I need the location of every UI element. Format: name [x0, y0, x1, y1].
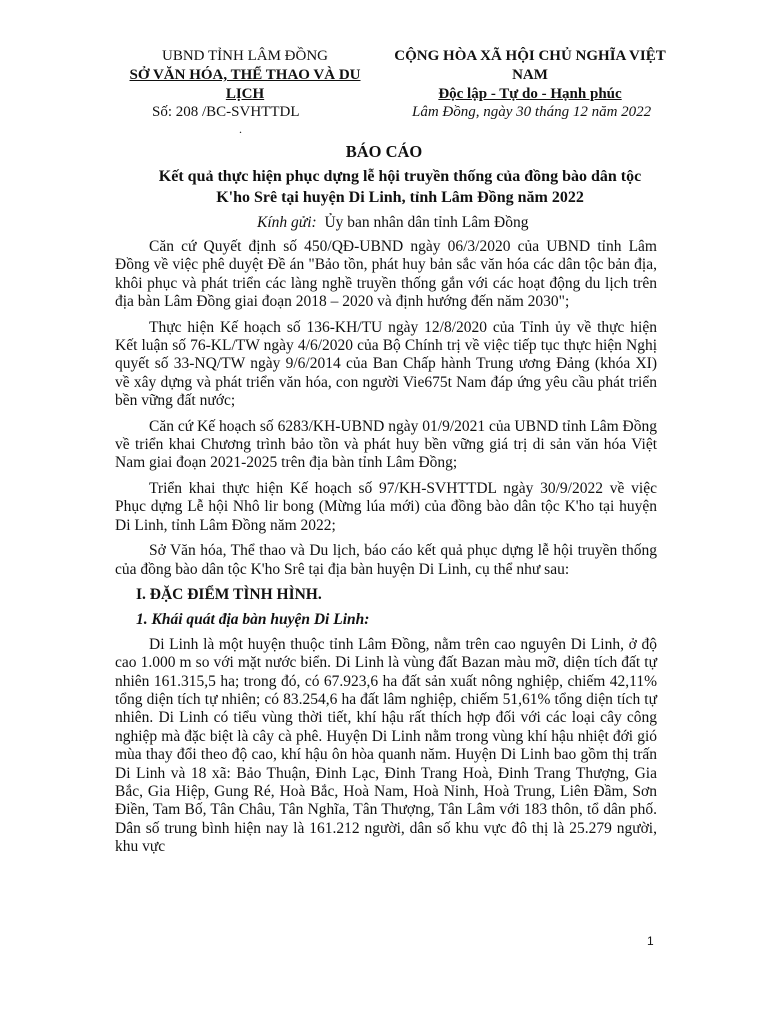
issuing-agency-header: [110, 47, 380, 104]
body-paragraph: Triển khai thực hiện Kế hoạch số 97/KH-SVHTTDL ngày 30/9/2022 về việc Phục dựng Lễ hội Nhô lir bong (Mừng lúa mới) của đồng bào dân tộc K'ho tại huyện Di Linh, tỉnh Lâm Đồng năm 2022;: [115, 479, 657, 534]
recipient-name: Ủy ban nhân dân tỉnh Lâm Đồng: [324, 214, 529, 231]
agency-line-1: UBND TỈNH LÂM ĐỒNG: [162, 48, 328, 64]
document-number: Số: 208 /BC-SVHTTDL: [152, 104, 300, 120]
body-paragraph: Thực hiện Kế hoạch số 136-KH/TU ngày 12/8/2020 của Tỉnh ủy về thực hiện Kết luận số 76-KL/TW ngày 4/6/2020 của Bộ Chính trị về việc tiếp tục thực hiện Nghị quyết số 33-NQ/TW ngày 9/6/2014 của Ban Chấp hành Trung ương Đảng (khóa XI) về xây dựng và phát triển văn hóa, con người Vie675t Nam đáp ứng yêu cầu phát triển bền vững đất nước;: [115, 318, 657, 410]
place-and-date: Lâm Đồng, ngày 30 tháng 12 năm 2022: [412, 104, 652, 120]
document-title: BÁO CÁO: [345, 142, 423, 161]
nation-name: CỘNG HÒA XÃ HỘI CHỦ NGHĨA VIỆT NAM: [394, 48, 666, 83]
body-paragraph: Sở Văn hóa, Thể thao và Du lịch, báo cáo kết quả phục dựng lễ hội truyền thống của đồng bào dân tộc K'ho Srê tại địa bàn huyện Di Linh, cụ thể như sau:: [115, 542, 657, 578]
document-subtitle: Kết quả thực hiện phục dựng lễ hội truyền thống của đồng bào dân tộc K'ho Srê tại huyện Di Linh, tỉnh Lâm Đồng năm 2022: [158, 168, 642, 206]
body-paragraph: Di Linh là một huyện thuộc tỉnh Lâm Đồng, nằm trên cao nguyên Di Linh, ở độ cao 1.000 m so với mặt nước biển. Di Linh là vùng đất Bazan màu mỡ, diện tích đất tự nhiên 161.315,5 ha; trong đó, có 67.923,6 ha đất sản xuất nông nghiệp, chiếm 42,11% tổng diện tích tự nhiên; có 83.254,6 ha đất lâm nghiệp, chiếm 51,61% tổng diện tích tự nhiên. Di Linh có tiểu vùng thời tiết, khí hậu rất thích hợp đối với các loại cây công nghiệp mà đặc biệt là cây cà phê. Huyện Di Linh nằm trong vùng khí hậu nhiệt đới gió mùa thay đổi theo độ cao, khí hậu ôn hòa quanh năm. Huyện Di Linh bao gồm thị trấn Di Linh và 18 xã: Bảo Thuận, Đinh Lạc, Đinh Trang Hoà, Đinh Trang Thượng, Gia Bắc, Gia Hiệp, Gung Ré, Hoà Bắc, Hoà Nam, Hoà Ninh, Hoà Trung, Liên Đầm, Sơn Điền, Tam Bố, Tân Châu, Tân Nghĩa, Tân Thượng, Tân Lâm với 183 thôn, tổ dân phố. Dân số trung bình hiện nay là 161.212 người, dân số khu vực đô thị là 25.279 người, khu vực: [115, 635, 657, 856]
page-number: 1: [647, 934, 654, 948]
stray-mark: .: [239, 122, 242, 136]
national-motto-header: [380, 47, 680, 104]
body-paragraph: Căn cứ Kế hoạch số 6283/KH-UBND ngày 01/9/2021 của UBND tỉnh Lâm Đồng về triển khai Chương trình bảo tồn và phát huy bền vững giá trị di sản văn hóa Việt Nam giai đoạn 2021-2025 trên địa bàn tỉnh Lâm Đồng;: [115, 417, 657, 472]
recipient-label: Kính gửi:: [257, 214, 317, 231]
section-heading: I. ĐẶC ĐIỂM TÌNH HÌNH.: [136, 585, 322, 603]
subsection-heading: 1. Khái quát địa bàn huyện Di Linh:: [136, 611, 370, 629]
agency-line-2: SỞ VĂN HÓA, THỂ THAO VÀ DU LỊCH: [129, 67, 361, 102]
document-body: [115, 238, 657, 864]
recipient-line: [257, 214, 529, 232]
motto: Độc lập - Tự do - Hạnh phúc: [438, 86, 622, 102]
body-paragraph: Căn cứ Quyết định số 450/QĐ-UBND ngày 06/3/2020 của UBND tỉnh Lâm Đồng về việc phê duyệt Đề án "Bảo tồn, phát huy bản sắc văn hóa các dân tộc bản địa, khôi phục và phát triển các làng nghề truyền thống gắn với các hoạt động du lịch trên địa bàn Lâm Đồng giai đoạn 2018 – 2020 và định hướng đến năm 2030";: [115, 238, 657, 311]
